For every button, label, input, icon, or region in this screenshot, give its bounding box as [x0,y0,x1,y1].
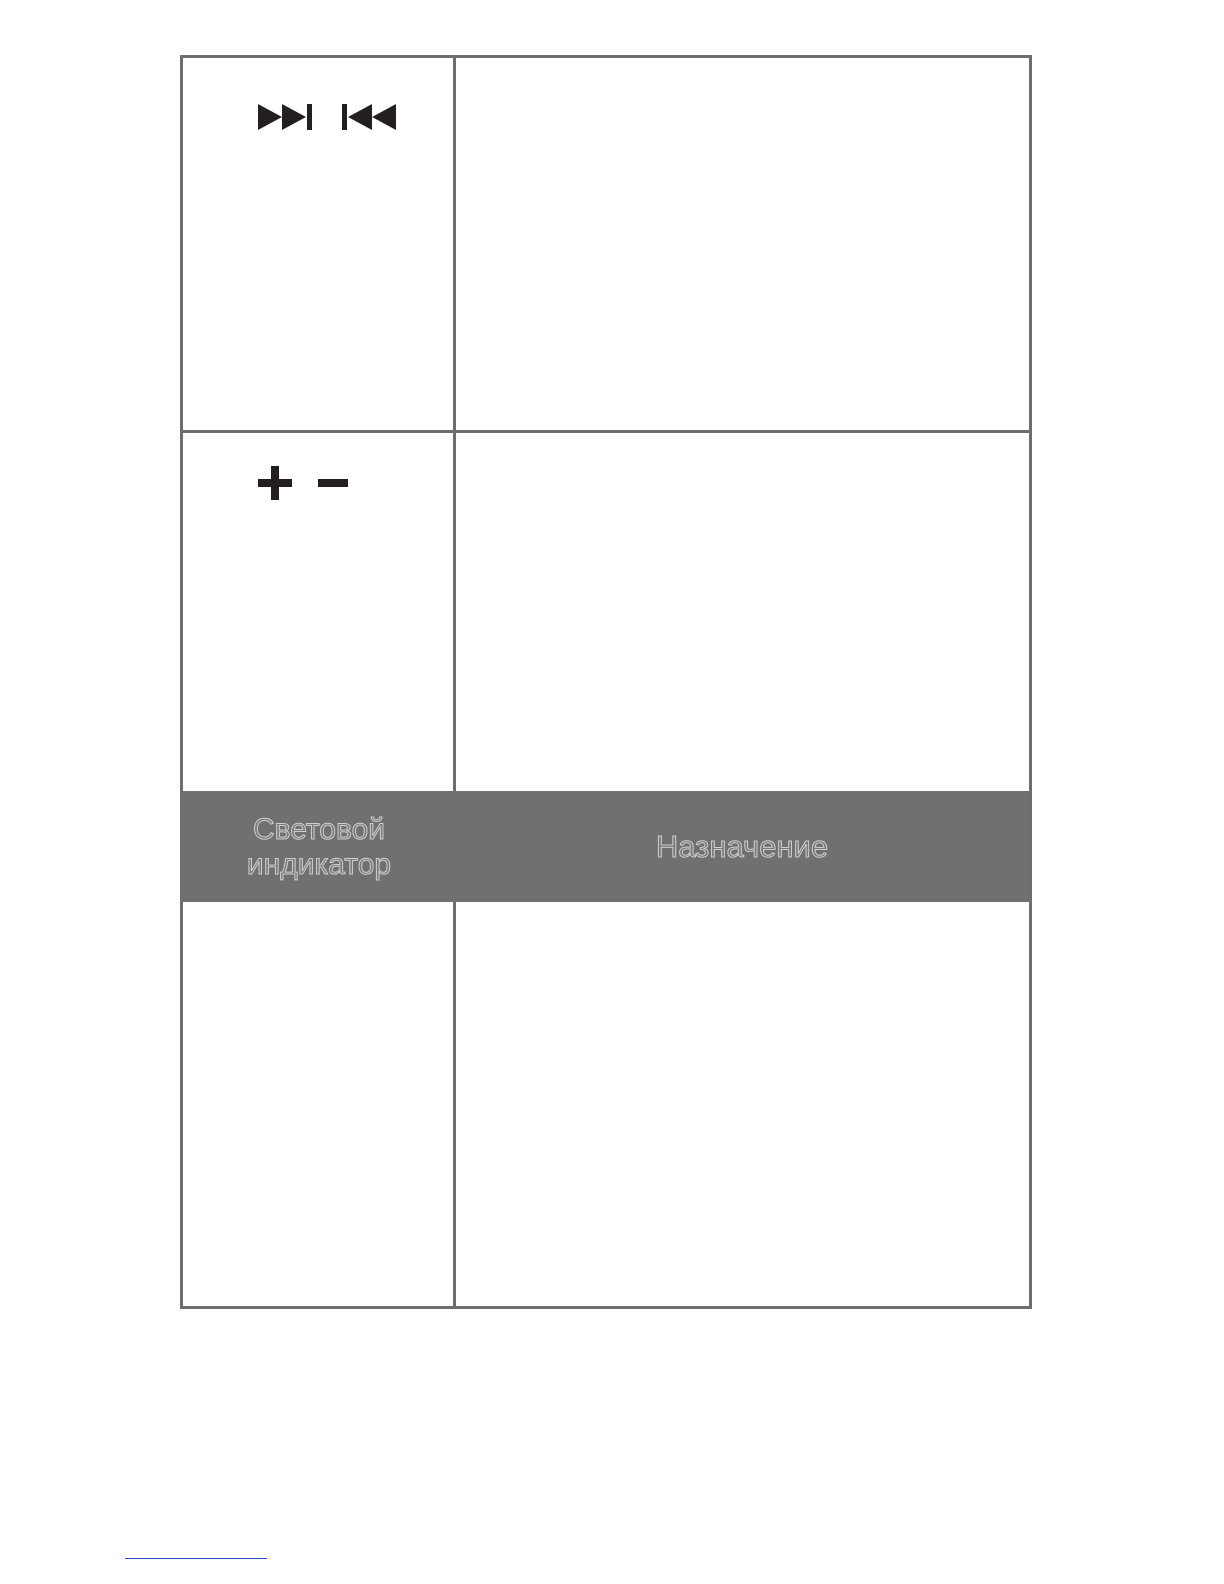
track-skip-icons [258,101,400,133]
table-header [183,791,1029,902]
row-divider-1 [183,430,1029,433]
volume-icons [258,466,348,500]
next-track-icon [258,101,316,133]
header-indicator-label: Световой индикатор [246,812,392,881]
plus-icon [258,466,292,500]
column-divider [453,58,456,1306]
controls-table [180,55,1032,1309]
previous-track-icon [342,101,400,133]
header-purpose-label: Назначение [655,829,829,864]
minus-icon [318,466,348,500]
footnote-link-underline[interactable] [125,1558,267,1559]
